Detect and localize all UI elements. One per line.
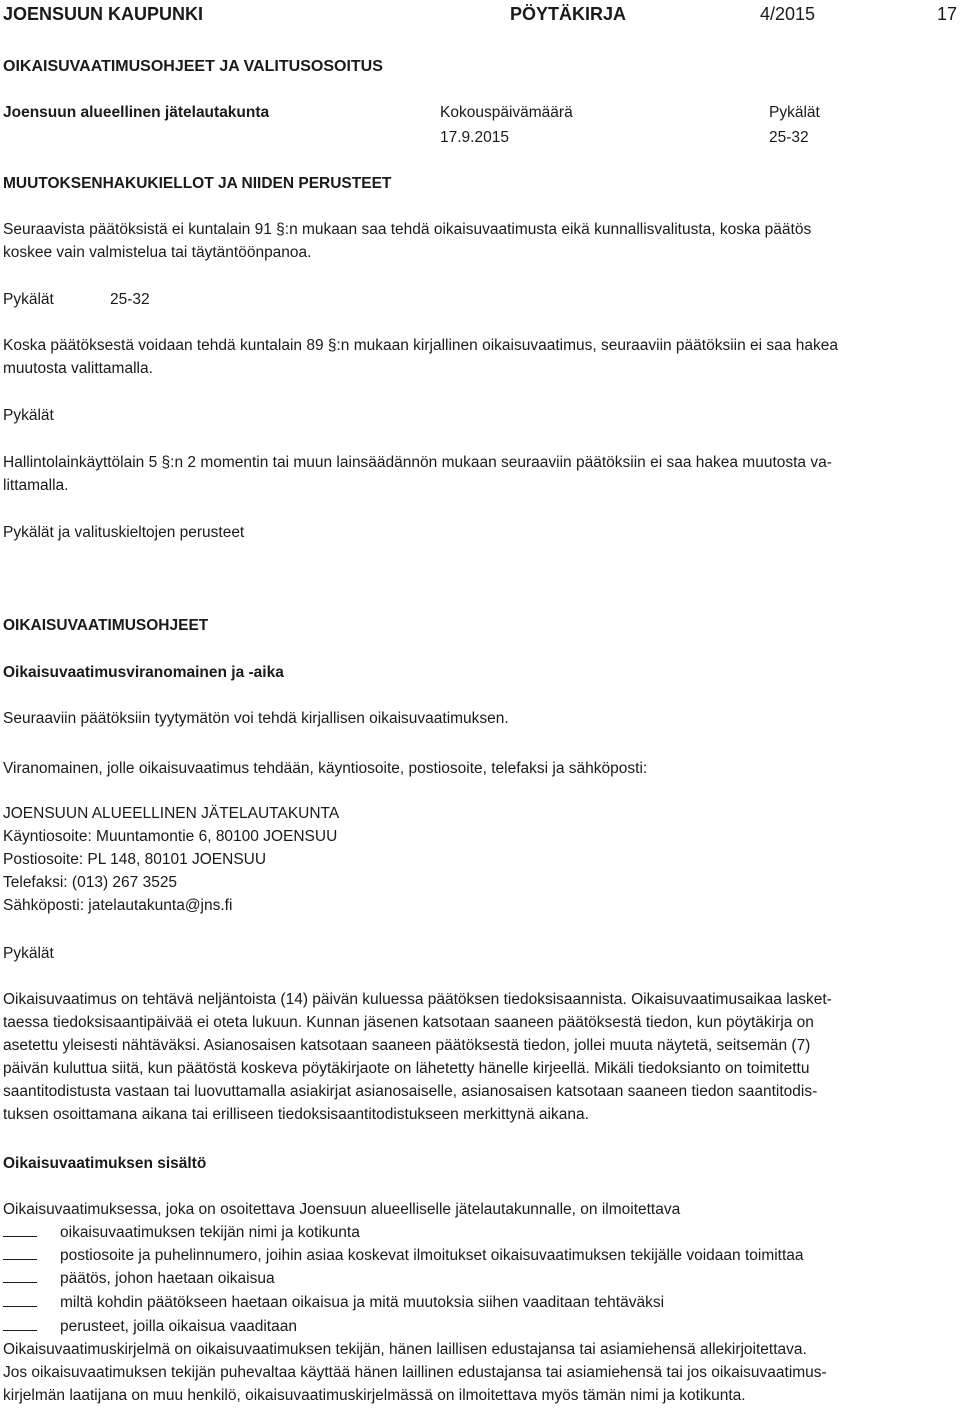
fax-number: Telefaksi: (013) 267 3525 [3,874,178,891]
list-item [3,1270,953,1293]
representative-text-line: kirjelmän laatijana on muu henkilö, oikaisuvaatimuskirjelmässä on ilmoitettava myös tämän nimi ja kotikunta. [3,1387,746,1404]
dash-bullet [3,1224,43,1247]
restrictions-text-line: littamalla. [3,477,69,494]
date-label: Kokouspäivämäärä [440,104,573,121]
page-title: OIKAISUVAATIMUSOHJEET JA VALITUSOSOITUS [3,58,383,75]
pykalat-value: 25-32 [110,291,150,308]
dash-bullet [3,1270,43,1293]
instructions-heading: OIKAISUVAATIMUSOHJEET [3,617,209,634]
restrictions-heading: MUUTOKSENHAKUKIELLOT JA NIIDEN PERUSTEET [3,175,392,192]
list-item [3,1224,953,1247]
date-value: 17.9.2015 [440,129,509,146]
restrictions-text-line: koskee vain valmistelua tai täytäntöönpanoa. [3,244,312,261]
list-item-text: oikaisuvaatimuksen tekijän nimi ja kotikunta [60,1224,360,1241]
deadline-line: päivän kuluttua siitä, kun päätöstä koskeva pöytäkirjaote on lähetetty hänelle kirjeellä. Mikäli tiedoksianto on toimitettu [3,1060,810,1077]
sections-value: 25-32 [769,129,809,146]
instructions-subheading: Oikaisuvaatimusviranomainen ja -aika [3,664,284,681]
visiting-address: Käyntiosoite: Muuntamontie 6, 80100 JOENSUU [3,828,338,845]
page-number: 17 [937,4,958,24]
document-type: PÖYTÄKIRJA [510,4,627,24]
dash-bullet [3,1294,43,1317]
restrictions-text-line: muutosta valittamalla. [3,360,153,377]
list-item-text: päätös, johon haetaan oikaisua [60,1270,275,1287]
issue-number: 4/2015 [760,4,816,24]
restrictions-text-line: Koska päätöksestä voidaan tehdä kuntalain 89 §:n mukaan kirjallinen oikaisuvaatimus, seuraaviin päätöksiin ei saa hakea [3,337,838,354]
pykalat-label: Pykälät [3,291,54,308]
deadline-line: Oikaisuvaatimus on tehtävä neljäntoista (14) päivän kuluessa päätöksen tiedoksisaannista. Oikaisuvaatimusaikaa lasket- [3,991,832,1008]
restrictions-text-line: Hallintolainkäyttölain 5 §:n 2 momentin tai muun lainsäädännön mukaan seuraaviin päätöksiin ei saa hakea muutosta va- [3,454,832,471]
email-address: Sähköposti: jatelautakunta@jns.fi [3,897,233,914]
grounds-label: Pykälät ja valituskieltojen perusteet [3,524,245,541]
deadline-line: tuksen osoittamana aikana tai erilliseen tiedoksisaantitodistukseen merkittynä aikana. [3,1106,589,1123]
authority-name: JOENSUUN ALUEELLINEN JÄTELAUTAKUNTA [3,805,340,822]
content-heading: Oikaisuvaatimuksen sisältö [3,1155,207,1172]
list-item [3,1294,953,1317]
postal-address: Postiosoite: PL 148, 80101 JOENSUU [3,851,267,868]
sections-label: Pykälät [769,104,820,121]
content-intro: Oikaisuvaatimuksessa, joka on osoitettava Joensuun alueelliselle jätelautakunnalle, on ilmoitettava [3,1201,681,1218]
list-item [3,1247,953,1270]
list-item-text: miltä kohdin päätökseen haetaan oikaisua ja mitä muutoksia siihen vaaditaan tehtäväksi [60,1294,665,1311]
pykalat-label: Pykälät [3,945,54,962]
list-item-text: perusteet, joilla oikaisua vaaditaan [60,1318,297,1335]
organization-name: JOENSUUN KAUPUNKI [3,4,204,24]
restrictions-text-line: Seuraavista päätöksistä ei kuntalain 91 §:n mukaan saa tehdä oikaisuvaatimusta eikä kunnallisvalitusta, koska päätös [3,221,812,238]
deadline-line: asetettu yleisesti nähtäväksi. Asianosaisen katsotaan saaneen päätöksestä tiedon, jollei muuta näytetä, seitsemän (7) [3,1037,811,1054]
instructions-text: Seuraaviin päätöksiin tyytymätön voi tehdä kirjallisen oikaisuvaatimuksen. [3,710,509,727]
deadline-line: taessa tiedoksisaantipäivää ei oteta lukuun. Kunnan jäsenen katsotaan saaneen päätöksestä tiedon, kun pöytäkirja on [3,1014,814,1031]
instructions-text: Viranomainen, jolle oikaisuvaatimus tehdään, käyntiosoite, postiosoite, telefaksi ja sähköposti: [3,760,648,777]
list-item [3,1318,953,1341]
representative-text-line: Jos oikaisuvaatimuksen tekijän puhevaltaa käyttää hänen laillinen edustajansa tai asiamiehensä tai jos oikaisuvaatimus- [3,1364,827,1381]
list-item-text: postiosoite ja puhelinnumero, joihin asiaa koskevat ilmoitukset oikaisuvaatimuksen tekijälle voidaan toimittaa [60,1247,804,1264]
dash-bullet [3,1247,43,1270]
board-name: Joensuun alueellinen jätelautakunta [3,104,270,121]
signature-requirement: Oikaisuvaatimuskirjelmä on oikaisuvaatimuksen tekijän, hänen laillisen edustajansa tai asiamiehensä allekirjoitettava. [3,1341,807,1358]
deadline-line: saantitodistusta vastaan tai luovuttamalla asiakirjat asianosaiselle, asianosaisen katsotaan saaneen tiedon saantitodis- [3,1083,818,1100]
dash-bullet [3,1318,43,1341]
pykalat-label: Pykälät [3,407,54,424]
